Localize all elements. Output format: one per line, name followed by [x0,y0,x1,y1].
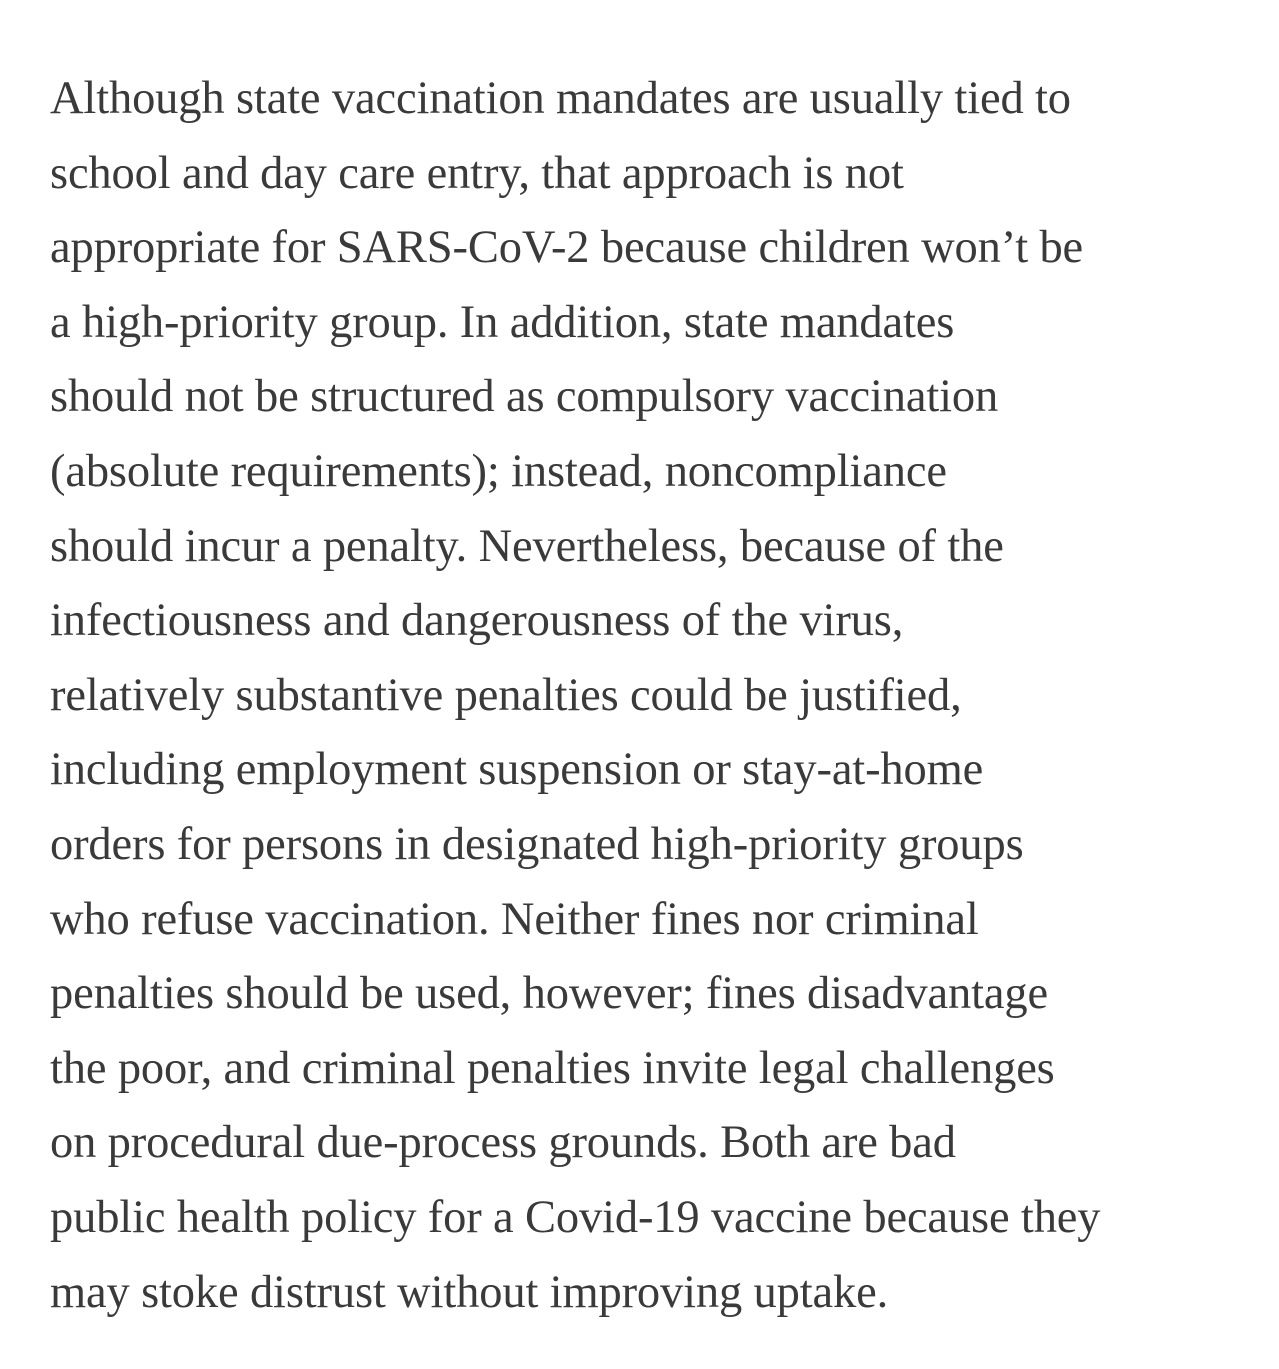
paragraph-line: including employment suspension or stay-at-home [50,744,984,796]
paragraph-line: on procedural due-process grounds. Both are bad [50,1117,956,1169]
paragraph-line: orders for persons in designated high-priority groups [50,818,1024,870]
paragraph-line: a high-priority group. In addition, state mandates [50,296,955,348]
paragraph-line: public health policy for a Covid-19 vaccine because they [50,1191,1101,1243]
article-paragraph [50,62,1250,1330]
paragraph-line: Although state vaccination mandates are usually tied to [50,73,1071,124]
paragraph-line: may stoke distrust without improving uptake. [50,1266,889,1318]
paragraph-line: appropriate for SARS-CoV-2 because children won’t be [50,222,1084,274]
paragraph-line: should incur a penalty. Nevertheless, because of the [50,520,1004,572]
article-body [50,62,1250,1330]
paragraph-line: (absolute requirements); instead, noncompliance [50,445,947,497]
paragraph-line: penalties should be used, however; fines disadvantage [50,968,1048,1020]
paragraph-line: relatively substantive penalties could be justified, [50,669,962,721]
paragraph-line: the poor, and criminal penalties invite legal challenges [50,1042,1055,1094]
paragraph-line: infectiousness and dangerousness of the virus, [50,595,904,647]
paragraph-line: who refuse vaccination. Neither fines nor criminal [50,893,979,945]
paragraph-line: school and day care entry, that approach is not [50,147,904,199]
paragraph-line: should not be structured as compulsory vaccination [50,371,999,423]
